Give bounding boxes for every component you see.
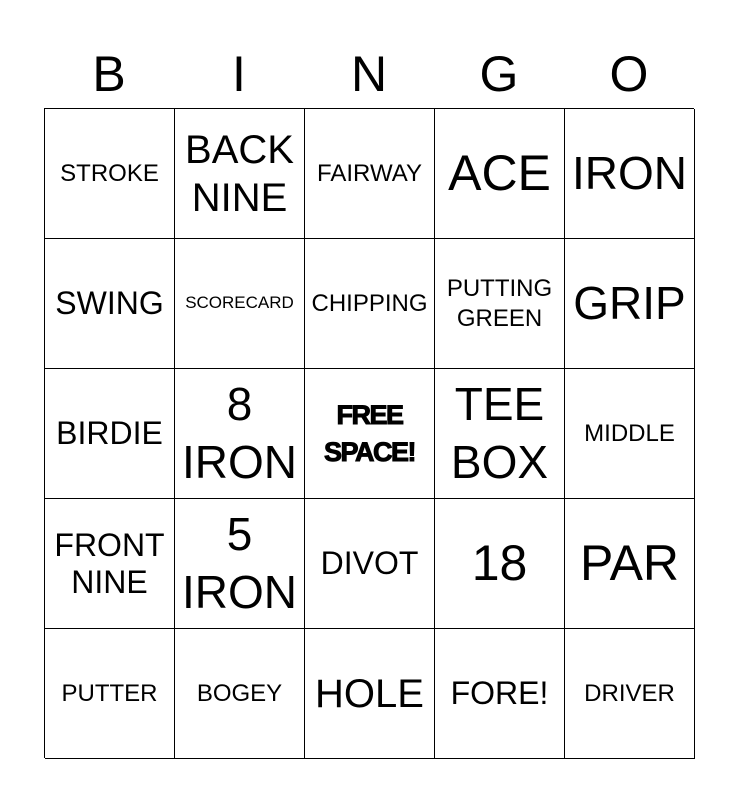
cell-text: FAIRWAY [317,159,422,187]
cell-text: ACE [448,145,551,201]
cell-text: 18 [471,535,528,591]
cell-text: PAR [579,535,680,591]
cell-text: DRIVER [584,679,675,707]
bingo-cell-r5-c2[interactable] [175,629,305,759]
bingo-cell-r3-c4[interactable] [435,369,565,499]
bingo-cell-r1-c4[interactable] [435,109,565,239]
bingo-cell-r2-c1[interactable] [45,239,175,369]
cell-text: BACK NINE [185,127,294,220]
bingo-cell-r1-c2[interactable] [175,109,305,239]
cell-text: CHIPPING [311,289,428,317]
bingo-cell-r1-c1[interactable] [45,109,175,239]
bingo-cell-r5-c1[interactable] [45,629,175,759]
header-letter-b: B [92,46,126,102]
bingo-cell-r5-c5[interactable] [565,629,695,759]
header-letter-g: G [479,46,519,102]
bingo-header [44,40,694,108]
bingo-cell-r3-c5[interactable] [565,369,695,499]
cell-text: HOLE [315,671,424,716]
bingo-cell-r4-c3[interactable] [305,499,435,629]
bingo-cell-r5-c4[interactable] [435,629,565,759]
cell-text: FRONT NINE [54,526,165,600]
cell-text: TEE BOX [450,378,549,488]
cell-text: STROKE [60,159,159,187]
cell-text: SCORECARD [185,293,294,313]
bingo-cell-r4-c5[interactable] [565,499,695,629]
cell-text: SWING [55,285,164,322]
cell-text: IRON [572,146,687,199]
bingo-cell-r2-c5[interactable] [565,239,695,369]
header-letter-n: N [350,46,388,102]
cell-text: FORE! [450,675,549,712]
bingo-cell-r4-c4[interactable] [435,499,565,629]
header-letter-i: I [232,46,246,102]
cell-text: PUTTER [61,679,158,707]
bingo-cell-r2-c2[interactable] [175,239,305,369]
cell-text: BIRDIE [56,415,163,452]
cell-text: 5 IRON [182,508,297,618]
cell-text: PUTTING GREEN [446,274,553,332]
free-space-cell[interactable] [305,369,435,499]
header-letter-o: O [609,46,649,102]
bingo-cell-r3-c1[interactable] [45,369,175,499]
cell-text: DIVOT [320,545,419,582]
bingo-cell-r3-c2[interactable] [175,369,305,499]
bingo-cell-r1-c3[interactable] [305,109,435,239]
bingo-cell-r2-c3[interactable] [305,239,435,369]
bingo-card-grid [44,108,694,758]
cell-text: BOGEY [196,679,283,707]
cell-text: GRIP [573,276,686,329]
bingo-cell-r2-c4[interactable] [435,239,565,369]
free-space-label: FREE SPACE! [323,400,415,467]
bingo-cell-r4-c1[interactable] [45,499,175,629]
bingo-cell-r1-c5[interactable] [565,109,695,239]
bingo-cell-r4-c2[interactable] [175,499,305,629]
cell-text: 8 IRON [182,378,297,488]
bingo-cell-r5-c3[interactable] [305,629,435,759]
cell-text: MIDDLE [584,419,675,447]
